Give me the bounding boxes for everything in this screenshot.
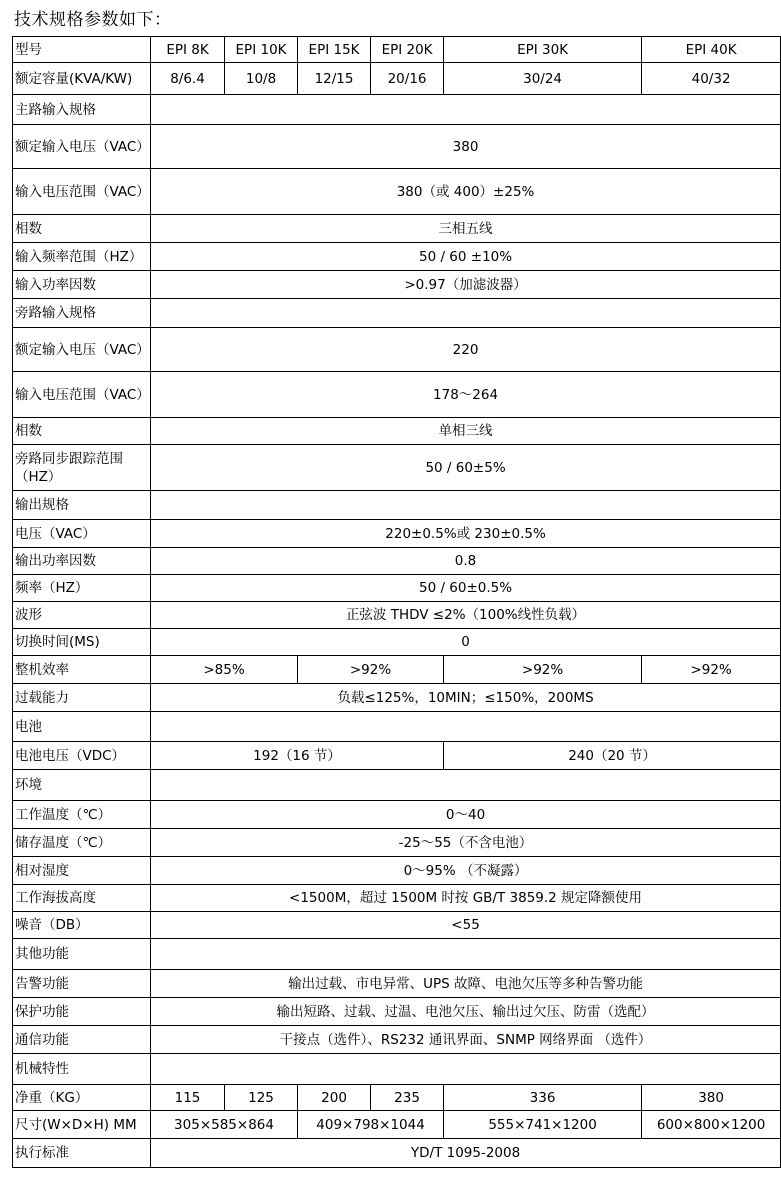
row-label: 工作温度（℃） — [13, 801, 151, 829]
table-row — [13, 63, 781, 95]
table-cell: EPI 20K — [371, 37, 444, 63]
table-cell: EPI 8K — [151, 37, 225, 63]
table-row — [13, 939, 781, 970]
table-cell: >92% — [298, 656, 444, 684]
row-label: 其他功能 — [13, 939, 151, 970]
table-cell: YD/T 1095-2008 — [151, 1139, 781, 1168]
table-row — [13, 1054, 781, 1085]
table-row — [13, 491, 781, 520]
table-cell: 240（20 节） — [444, 742, 781, 770]
table-row — [13, 1111, 781, 1139]
row-label: 尺寸(W×D×H) MM — [13, 1111, 151, 1139]
table-cell: 200 — [298, 1085, 371, 1111]
table-cell: 0 — [151, 629, 781, 656]
row-label: 输出功率因数 — [13, 548, 151, 575]
row-label: 相数 — [13, 418, 151, 445]
table-cell: 0.8 — [151, 548, 781, 575]
table-cell: 0～95% （不凝露） — [151, 857, 781, 885]
table-cell: 8/6.4 — [151, 63, 225, 95]
table-row — [13, 602, 781, 629]
table-row — [13, 857, 781, 885]
table-cell: 380 — [151, 125, 781, 169]
table-row — [13, 37, 781, 63]
row-label: 电池 — [13, 712, 151, 742]
table-cell: >92% — [444, 656, 642, 684]
table-cell: 12/15 — [298, 63, 371, 95]
row-label: 相对湿度 — [13, 857, 151, 885]
table-row — [13, 328, 781, 372]
table-row — [13, 1085, 781, 1111]
row-label: 机械特性 — [13, 1054, 151, 1085]
table-cell — [151, 939, 781, 970]
table-cell: 单相三线 — [151, 418, 781, 445]
table-row — [13, 271, 781, 299]
table-cell: 三相五线 — [151, 215, 781, 243]
table-row — [13, 998, 781, 1026]
table-cell — [151, 491, 781, 520]
table-row — [13, 169, 781, 215]
table-cell: >0.97（加滤波器） — [151, 271, 781, 299]
row-label: 整机效率 — [13, 656, 151, 684]
row-label: 旁路输入规格 — [13, 299, 151, 328]
row-label: 执行标准 — [13, 1139, 151, 1168]
table-cell: 50 / 60±0.5% — [151, 575, 781, 602]
table-cell: 380（或 400）±25% — [151, 169, 781, 215]
table-row — [13, 829, 781, 857]
table-cell: 380 — [642, 1085, 781, 1111]
table-row — [13, 712, 781, 742]
row-label: 型号 — [13, 37, 151, 63]
table-row — [13, 1026, 781, 1054]
table-cell: EPI 15K — [298, 37, 371, 63]
table-cell: 0～40 — [151, 801, 781, 829]
table-cell: 50 / 60 ±10% — [151, 243, 781, 271]
table-cell: 336 — [444, 1085, 642, 1111]
row-label: 输入功率因数 — [13, 271, 151, 299]
table-cell: 235 — [371, 1085, 444, 1111]
table-cell: EPI 10K — [225, 37, 298, 63]
row-label: 净重（KG） — [13, 1085, 151, 1111]
table-row — [13, 520, 781, 548]
table-row — [13, 970, 781, 998]
row-label: 环境 — [13, 770, 151, 801]
table-cell: 负载≤125%，10MIN；≤150%，200MS — [151, 684, 781, 712]
table-cell: EPI 30K — [444, 37, 642, 63]
table-cell: 192（16 节） — [151, 742, 444, 770]
table-row — [13, 912, 781, 939]
table-cell: 600×800×1200 — [642, 1111, 781, 1139]
table-cell: 125 — [225, 1085, 298, 1111]
table-row — [13, 299, 781, 328]
table-cell: 555×741×1200 — [444, 1111, 642, 1139]
table-cell: 220±0.5%或 230±0.5% — [151, 520, 781, 548]
table-cell: <1500M，超过 1500M 时按 GB/T 3859.2 规定降额使用 — [151, 885, 781, 912]
row-label: 告警功能 — [13, 970, 151, 998]
table-row — [13, 770, 781, 801]
table-cell: 30/24 — [444, 63, 642, 95]
row-label: 额定输入电压（VAC） — [13, 328, 151, 372]
row-label: 输入频率范围（HZ） — [13, 243, 151, 271]
row-label: 通信功能 — [13, 1026, 151, 1054]
row-label: 相数 — [13, 215, 151, 243]
table-cell — [151, 712, 781, 742]
table-row — [13, 656, 781, 684]
table-row — [13, 445, 781, 491]
table-cell — [151, 1054, 781, 1085]
row-label: 额定输入电压（VAC） — [13, 125, 151, 169]
table-row — [13, 801, 781, 829]
table-cell: 40/32 — [642, 63, 781, 95]
row-label: 过载能力 — [13, 684, 151, 712]
table-row — [13, 125, 781, 169]
table-cell: 220 — [151, 328, 781, 372]
table-cell: 输出短路、过载、过温、电池欠压、输出过欠压、防雷（选配） — [151, 998, 781, 1026]
table-cell: 178～264 — [151, 372, 781, 418]
table-cell: <55 — [151, 912, 781, 939]
table-row — [13, 575, 781, 602]
table-cell: 20/16 — [371, 63, 444, 95]
row-label: 保护功能 — [13, 998, 151, 1026]
row-label: 电池电压（VDC） — [13, 742, 151, 770]
table-row — [13, 742, 781, 770]
row-label: 储存温度（℃） — [13, 829, 151, 857]
table-cell: 305×585×864 — [151, 1111, 298, 1139]
table-cell: 10/8 — [225, 63, 298, 95]
table-row — [13, 885, 781, 912]
table-cell: 正弦波 THDV ≤2%（100%线性负载） — [151, 602, 781, 629]
table-cell: 409×798×1044 — [298, 1111, 444, 1139]
row-label: 切换时间(MS) — [13, 629, 151, 656]
row-label: 主路输入规格 — [13, 95, 151, 125]
table-row — [13, 243, 781, 271]
table-cell: >85% — [151, 656, 298, 684]
table-row — [13, 684, 781, 712]
table-row — [13, 95, 781, 125]
row-label: 工作海拔高度 — [13, 885, 151, 912]
table-row — [13, 629, 781, 656]
table-cell: 115 — [151, 1085, 225, 1111]
table-row — [13, 418, 781, 445]
row-label: 频率（HZ） — [13, 575, 151, 602]
table-cell: 干接点（选件）、RS232 通讯界面、SNMP 网络界面 （选件） — [151, 1026, 781, 1054]
row-label: 电压（VAC） — [13, 520, 151, 548]
table-cell: 输出过载、市电异常、UPS 故障、电池欠压等多种告警功能 — [151, 970, 781, 998]
table-cell: EPI 40K — [642, 37, 781, 63]
table-cell — [151, 770, 781, 801]
table-cell — [151, 299, 781, 328]
spec-table — [12, 36, 781, 1168]
table-cell: 50 / 60±5% — [151, 445, 781, 491]
row-label: 输入电压范围（VAC） — [13, 372, 151, 418]
table-cell: >92% — [642, 656, 781, 684]
document-title: 技术规格参数如下： — [14, 10, 172, 30]
table-row — [13, 372, 781, 418]
row-label: 额定容量(KVA/KW) — [13, 63, 151, 95]
table-cell: -25～55（不含电池） — [151, 829, 781, 857]
table-row — [13, 215, 781, 243]
row-label: 输入电压范围（VAC） — [13, 169, 151, 215]
table-cell — [151, 95, 781, 125]
table-row — [13, 548, 781, 575]
row-label: 输出规格 — [13, 491, 151, 520]
row-label: 噪音（DB） — [13, 912, 151, 939]
table-row — [13, 1139, 781, 1168]
row-label: 旁路同步跟踪范围（HZ） — [13, 445, 151, 491]
row-label: 波形 — [13, 602, 151, 629]
